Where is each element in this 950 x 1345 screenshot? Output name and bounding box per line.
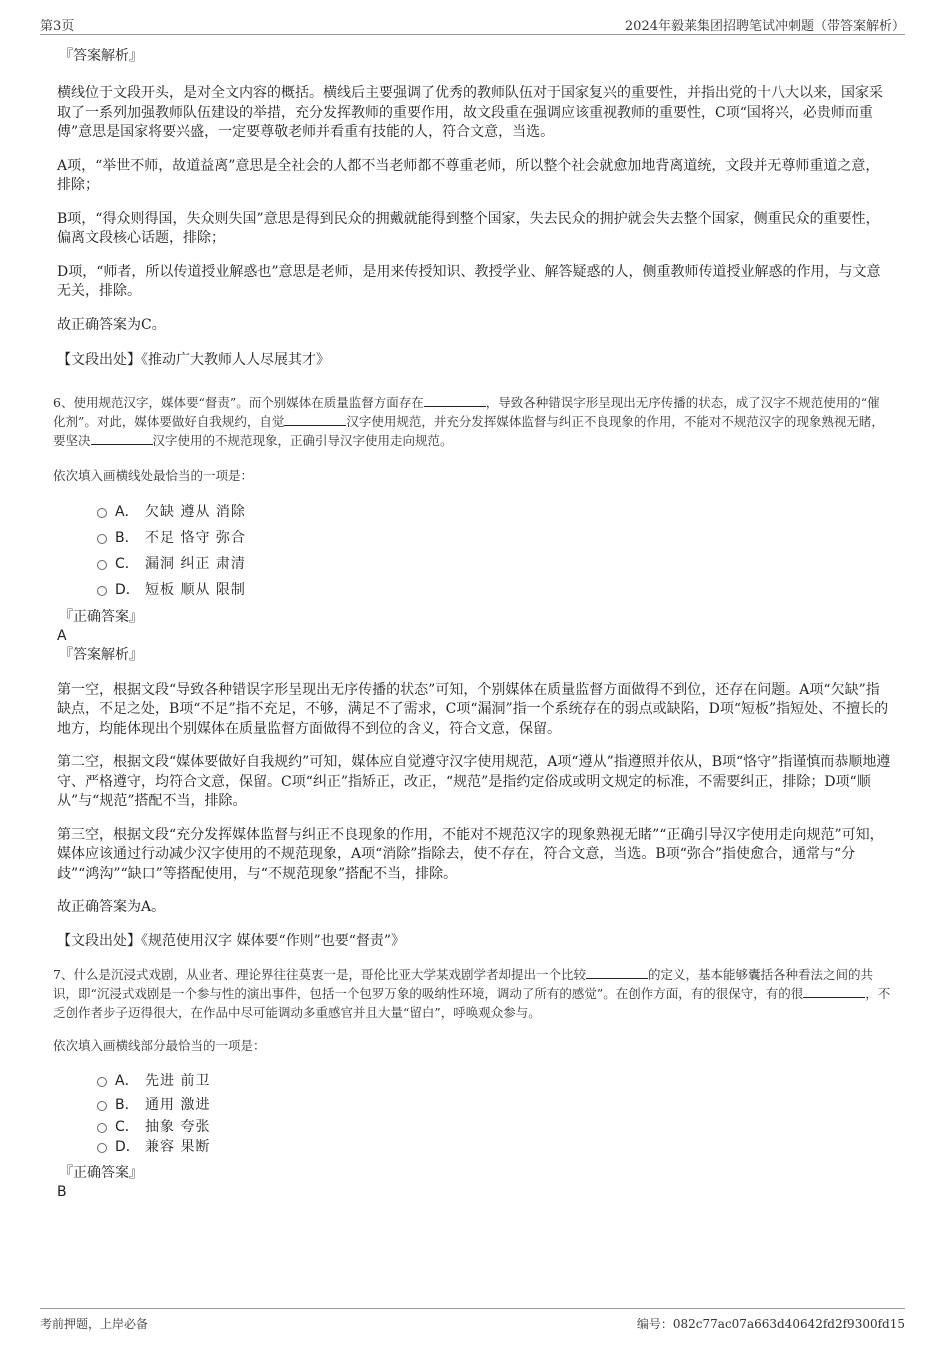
q5-conclusion: 故正确答案为C。 — [57, 316, 166, 333]
q6-analysis-label: 『答案解析』 — [59, 646, 143, 663]
option-d[interactable]: D． 短板 顺从 限制 — [57, 577, 892, 603]
q6-instruction: 依次填入画横线处最恰当的一项是： — [53, 467, 254, 483]
fill-blank — [424, 394, 486, 407]
option-c[interactable]: C． 抽象 夸张 — [57, 1117, 892, 1137]
q5-analysis-paragraph: D项，“师者，所以传道授业解惑也”意思是老师，是用来传授知识、教授学业、解答疑惑的人，侧重教师传道授业解惑的作用，与文意无关，排除。 — [57, 263, 881, 299]
q6-answer-label: 『正确答案』 — [59, 608, 143, 625]
radio-icon[interactable] — [97, 1123, 107, 1133]
page-content — [53, 40, 892, 1201]
fill-blank — [803, 985, 865, 998]
document-code: 编号：082c77ac07a663d40642fd2f9300fd15 — [636, 1317, 905, 1331]
fill-blank — [91, 432, 153, 445]
q7-options — [57, 1069, 892, 1157]
q7-stem: 7、什么是沉浸式戏剧，从业者、理论界往往莫衷一是，哥伦比亚大学某戏剧学者却提出一个比较 的定义，基本能够囊括各种看法之间的共识，即“沉浸式戏剧是一个参与性的演出事件，包括一个包罗万象的吸纳性环境，调动了所有的感觉”。在创作方面，有的很保守，有的很 ，不乏创作者步子迈得很大，在作品中尽可能调动多重感官并且大量“留白”，呼唤观众参与。 — [53, 967, 891, 1020]
q6-analysis-paragraph: 第三空，根据文段“充分发挥媒体监督与纠正不良现象的作用，不能对不规范汉字的现象熟视无睹”“正确引导汉字使用走向规范”可知，媒体应该通过行动减少汉字使用的不规范现象，A项“消除”指除去，使不存在，符合文意，当选。B项“弥合”指使愈合，通常与“分歧”“鸿沟”“缺口”等搭配使用，与“不规范现象”搭配不当，排除。 — [57, 826, 884, 882]
fill-blank — [586, 966, 648, 979]
q7-answer-label: 『正确答案』 — [59, 1165, 143, 1181]
radio-icon[interactable] — [97, 1101, 107, 1111]
q6-answer: A — [57, 627, 67, 644]
q6-conclusion: 故正确答案为A。 — [57, 899, 166, 915]
q5-analysis-paragraph: B项，“得众则得国，失众则失国”意思是得到民众的拥戴就能得到整个国家，失去民众的拥护就会失去整个国家，侧重民众的重要性，偏离文段核心话题，排除； — [57, 210, 880, 246]
q6-source: 【文段出处】《规范使用汉字 媒体要“作则”也要“督责”》 — [57, 932, 406, 949]
option-b[interactable]: B． 不足 恪守 弥合 — [57, 525, 892, 551]
q5-source: 【文段出处】《推动广大教师人人尽展其才》 — [57, 352, 330, 368]
option-a[interactable]: A． 欠缺 遵从 消除 — [57, 499, 892, 525]
q5-analysis-paragraph: A项，“举世不师，故道益离”意思是全社会的人都不当老师都不尊重老师，所以整个社会就愈加地背离道统，文段并无尊师重道之意，排除； — [57, 157, 880, 193]
option-b[interactable]: B． 通用 激进 — [57, 1093, 892, 1117]
q6-analysis-paragraph: 第二空，根据文段“媒体要做好自我规约”可知，媒体应自觉遵守汉字使用规范，A项“遵从”指遵照并依从，B项“恪守”指谨慎而恭顺地遵守、严格遵守，均符合文意，保留。C项“纠正”指矫正，改正，“规范”是指约定俗成或明文规定的标准，不需要纠正，排除；D项“顺从”与“规范”搭配不当，排除。 — [57, 754, 891, 809]
page-footer — [40, 1308, 905, 1333]
footer-slogan: 考前押题，上岸必备 — [40, 1317, 149, 1331]
q6-stem: 6、使用规范汉字，媒体要“督责”。而个别媒体在质量监督方面存在 ，导致各种错误字形呈现出无序传播的状态，成了汉字不规范使用的“催化剂”。对此，媒体要做好自我规约，自觉 汉字使用规范，并充分发挥媒体监督与纠正不良现象的作用，不能对不规范汉字的现象熟视无睹，要坚决 汉字使用的不规范现象，正确引导汉字使用走向规范。 — [53, 394, 884, 448]
q7-answer: B — [57, 1184, 67, 1200]
q7-instruction: 依次填入画横线部分最恰当的一项是： — [53, 1038, 266, 1053]
q6-analysis-paragraph: 第一空，根据文段“导致各种错误字形呈现出无序传播的状态”可知，个别媒体在质量监督方面做得不到位，还存在问题。A项“欠缺”指缺点，不足之处，B项“不足”指不充足，不够，满足不了需求，C项“漏洞”指一个系统存在的弱点或缺陷，D项“短板”指短处、不擅长的地方，均能体现出个别媒体在质量监督方面做得不到位的含义，符合文意，保留。 — [57, 681, 889, 737]
q5-analysis-label: 『答案解析』 — [59, 48, 143, 64]
fill-blank — [284, 413, 346, 426]
radio-icon[interactable] — [97, 586, 107, 596]
radio-icon[interactable] — [97, 508, 107, 518]
radio-icon[interactable] — [97, 1077, 107, 1087]
q5-analysis-paragraph: 横线位于文段开头，是对全文内容的概括。横线后主要强调了优秀的教师队伍对于国家复兴的重要性，并指出党的十八大以来，国家采取了一系列加强教师队伍建设的举措，充分发挥教师的重要作用，故文段重在强调应该重视教师的重要性，C项“国将兴，必贵师而重傅”意思是国家将要兴盛，一定要尊敬老师并看重有技能的人，符合文意，当选。 — [57, 85, 883, 140]
document-title: 2024年毅莱集团招聘笔试冲刺题（带答案解析） — [624, 19, 905, 34]
radio-icon[interactable] — [97, 1143, 107, 1153]
page-header — [40, 12, 905, 35]
page-number: 第3页 — [40, 19, 75, 34]
option-c[interactable]: C． 漏洞 纠正 肃清 — [57, 551, 892, 577]
q6-options — [57, 499, 892, 603]
option-d[interactable]: D． 兼容 果断 — [57, 1137, 892, 1157]
option-a[interactable]: A． 先进 前卫 — [57, 1069, 892, 1093]
radio-icon[interactable] — [97, 534, 107, 544]
radio-icon[interactable] — [97, 560, 107, 570]
